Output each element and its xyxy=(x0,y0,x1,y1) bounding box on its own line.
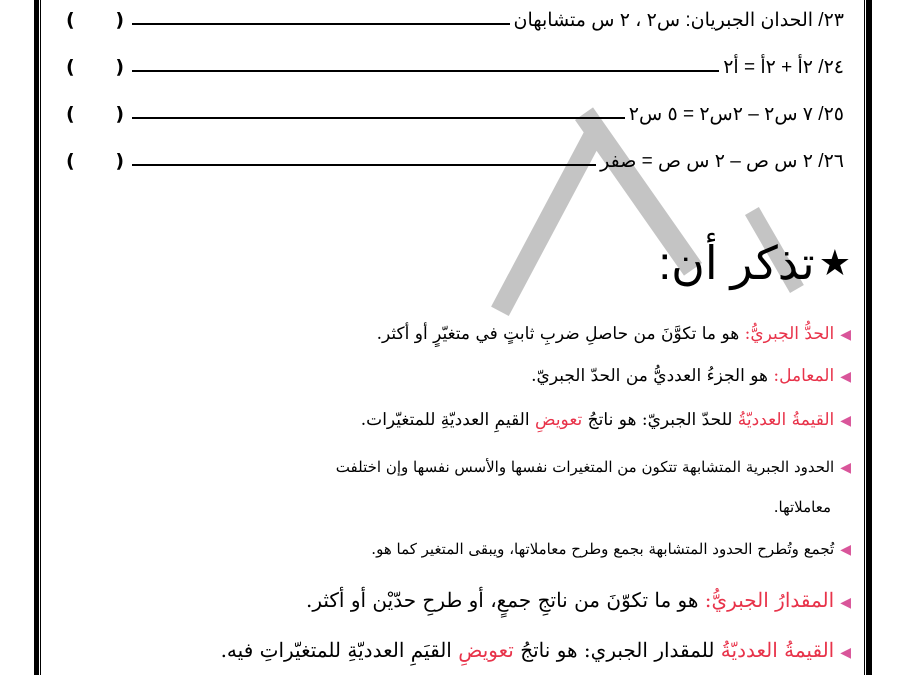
definition-text: هو الجزءُ العدديُّ من الحدّ الجبريّ. xyxy=(531,366,774,386)
note-like-terms-continued xyxy=(774,498,831,516)
paren-close: ) xyxy=(115,103,124,125)
definition-text: للحدّ الجبريّ: هو ناتجُ xyxy=(582,410,738,430)
paren-close: ) xyxy=(115,150,124,172)
answer-parens[interactable] xyxy=(66,9,124,31)
note-text: تُجمع وتُطرح الحدود المتشابهة بجمع وطرح معاملاتها، ويبقى المتغير كما هو. xyxy=(371,540,835,558)
star-icon: ★ xyxy=(818,242,851,283)
bullet-triangle-icon: ◀ xyxy=(840,327,851,343)
paren-open: ( xyxy=(66,9,75,31)
exercise-26 xyxy=(66,146,844,176)
exercise-23 xyxy=(66,5,844,35)
remember-heading xyxy=(658,236,851,290)
page-border-right-inner xyxy=(864,0,865,675)
answer-parens[interactable] xyxy=(66,103,124,125)
definition-term-value xyxy=(361,410,851,430)
paren-open: ( xyxy=(66,150,75,172)
answer-line[interactable] xyxy=(132,164,596,166)
definition-text: هو ما تكوّنَ من ناتجِ جمعٍ، أو طرحِ حدّيْن أو أكثر. xyxy=(305,588,705,612)
page-border-left-inner xyxy=(40,0,41,675)
note-text: معاملاتها. xyxy=(773,498,831,516)
definition-text: هو ما تكوَّنَ من حاصلِ ضربِ ثابتٍ في متغيّرٍ أو أكثر. xyxy=(376,324,745,344)
exercise-text: ٢٤/ ٢أ + ٢أ = أ٢ xyxy=(723,56,844,78)
paren-open: ( xyxy=(66,103,75,125)
definition-text: القيمِ العدديّةِ للمتغيّرات. xyxy=(360,410,535,430)
remember-title: تذكر أن: xyxy=(658,237,815,289)
term: المعامل: xyxy=(773,366,835,386)
definition-algebraic-expression xyxy=(306,588,851,612)
term-highlight: تعويضِ xyxy=(458,638,514,662)
exercise-text: ٢٦/ ٢ س ص – ٢ س ص = صفر xyxy=(600,150,844,172)
answer-line[interactable] xyxy=(132,23,510,25)
bullet-triangle-icon: ◀ xyxy=(840,595,851,611)
answer-parens[interactable] xyxy=(66,56,124,78)
paren-open: ( xyxy=(66,56,75,78)
term: القيمةُ العدديّةُ xyxy=(737,410,835,430)
bullet-triangle-icon: ◀ xyxy=(840,460,851,476)
exercise-24 xyxy=(66,52,844,82)
answer-parens[interactable] xyxy=(66,150,124,172)
term: القيمةُ العدديّةُ xyxy=(720,638,835,662)
page-border-left xyxy=(34,0,39,675)
exercise-text: ٢٥/ ٧ س٢ – ٢س٢ = ٥ س٢ xyxy=(628,103,844,125)
bullet-triangle-icon: ◀ xyxy=(840,369,851,385)
note-add-subtract xyxy=(371,540,851,558)
paren-close: ) xyxy=(115,9,124,31)
answer-line[interactable] xyxy=(132,117,625,119)
definition-coefficient xyxy=(531,366,851,386)
definition-algebraic-term xyxy=(377,324,851,344)
definition-text: القيَمِ العدديّةِ للمتغيّراتِ فيه. xyxy=(220,638,459,662)
term: الحدُّ الجبريُّ: xyxy=(744,324,835,344)
note-text: الحدود الجبرية المتشابهة تتكون من المتغيرات نفسها والأسس نفسها وإن اختلفت xyxy=(335,458,835,476)
bullet-triangle-icon: ◀ xyxy=(840,542,851,558)
page-border-right xyxy=(866,0,872,675)
answer-line[interactable] xyxy=(132,70,719,72)
paren-close: ) xyxy=(115,56,124,78)
definition-expression-value xyxy=(221,638,851,662)
definition-text: للمقدار الجبري: هو ناتجُ xyxy=(513,638,721,662)
exercise-25 xyxy=(66,99,844,129)
bullet-triangle-icon: ◀ xyxy=(840,645,851,661)
bullet-triangle-icon: ◀ xyxy=(840,413,851,429)
note-like-terms xyxy=(336,458,851,476)
term: المقدارُ الجبريُّ: xyxy=(704,588,835,612)
term-highlight: تعويضِ xyxy=(535,410,583,430)
exercise-text: ٢٣/ الحدان الجبريان: س٢ ، ٢ س متشابهان xyxy=(513,9,844,31)
